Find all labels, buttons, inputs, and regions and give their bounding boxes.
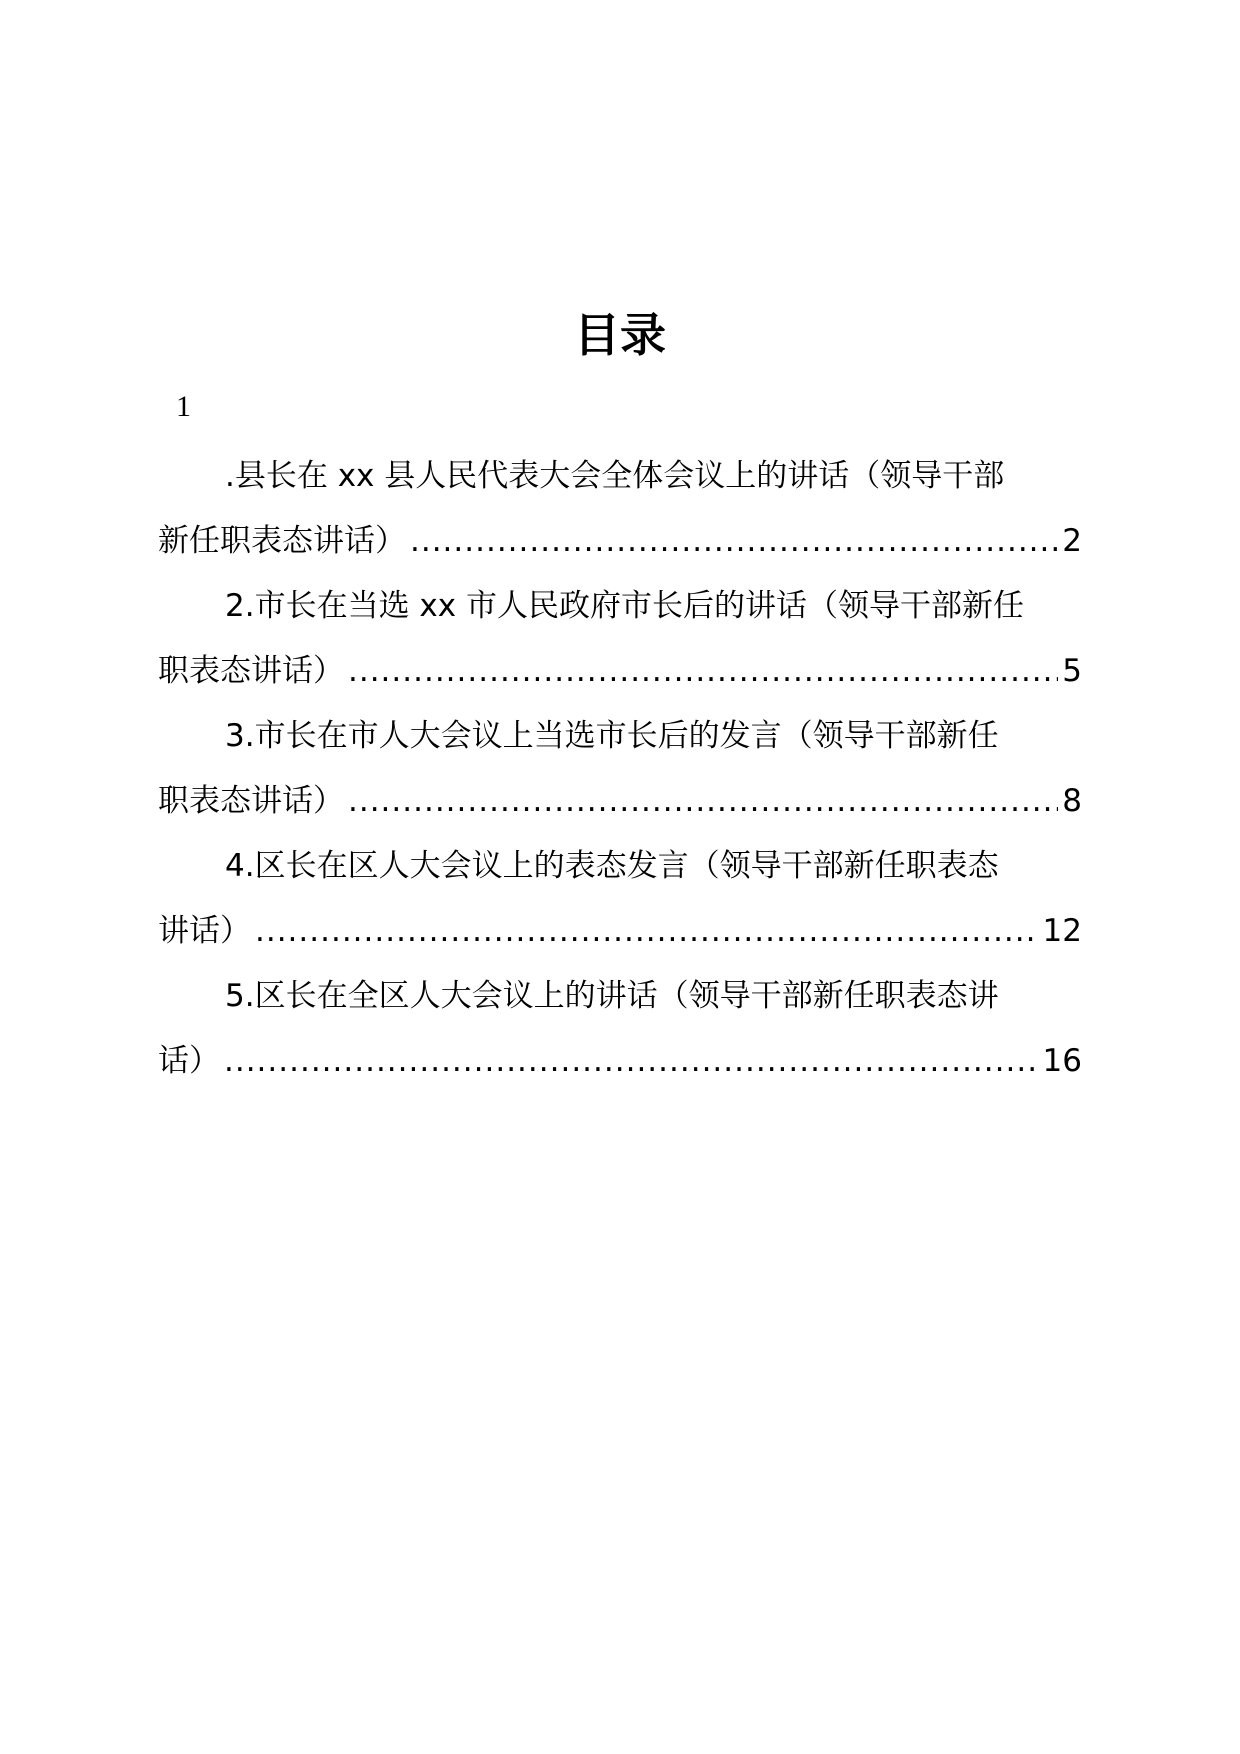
toc-entry-title-cont: 职表态讲话） — [158, 783, 344, 819]
dot-leader — [348, 769, 1058, 834]
toc-entry-5[interactable] — [158, 964, 1082, 1094]
toc-entry-3[interactable] — [158, 704, 1082, 834]
toc-entry-2[interactable] — [158, 574, 1082, 704]
toc-entry-title-cont: 话） — [158, 1043, 220, 1079]
toc-entry-title: 3.市长在市人大会议上当选市长后的发言（领导干部新任 — [225, 718, 999, 754]
toc-title: 目录 — [574, 308, 666, 362]
dot-leader — [348, 639, 1058, 704]
toc-page-number: 8 — [1062, 783, 1082, 819]
toc-entry-title-cont: 职表态讲话） — [158, 653, 344, 689]
toc-entry-title: 5.区长在全区人大会议上的讲话（领导干部新任职表态讲 — [225, 978, 999, 1014]
toc-page-number: 16 — [1042, 1043, 1082, 1079]
dot-leader — [410, 509, 1058, 574]
toc-page-number: 2 — [1062, 523, 1082, 559]
toc-page-number: 12 — [1042, 913, 1082, 949]
toc-page-number: 5 — [1062, 653, 1082, 689]
dot-leader — [224, 1029, 1039, 1094]
toc-entry-title: 4.区长在区人大会议上的表态发言（领导干部新任职表态 — [225, 848, 999, 884]
dot-leader — [255, 899, 1039, 964]
table-of-contents — [158, 444, 1082, 1094]
toc-entry-title: 2.市长在当选 xx 市人民政府市长后的讲话（领导干部新任 — [225, 588, 1024, 624]
toc-entry-title-cont: 讲话） — [158, 913, 251, 949]
toc-entry-title: .县长在 xx 县人民代表大会全体会议上的讲话（领导干部 — [225, 458, 1005, 494]
toc-entry-1[interactable] — [158, 444, 1082, 574]
toc-entry-title-cont: 新任职表态讲话） — [158, 523, 406, 559]
stray-number: 1 — [176, 390, 191, 423]
toc-entry-4[interactable] — [158, 834, 1082, 964]
